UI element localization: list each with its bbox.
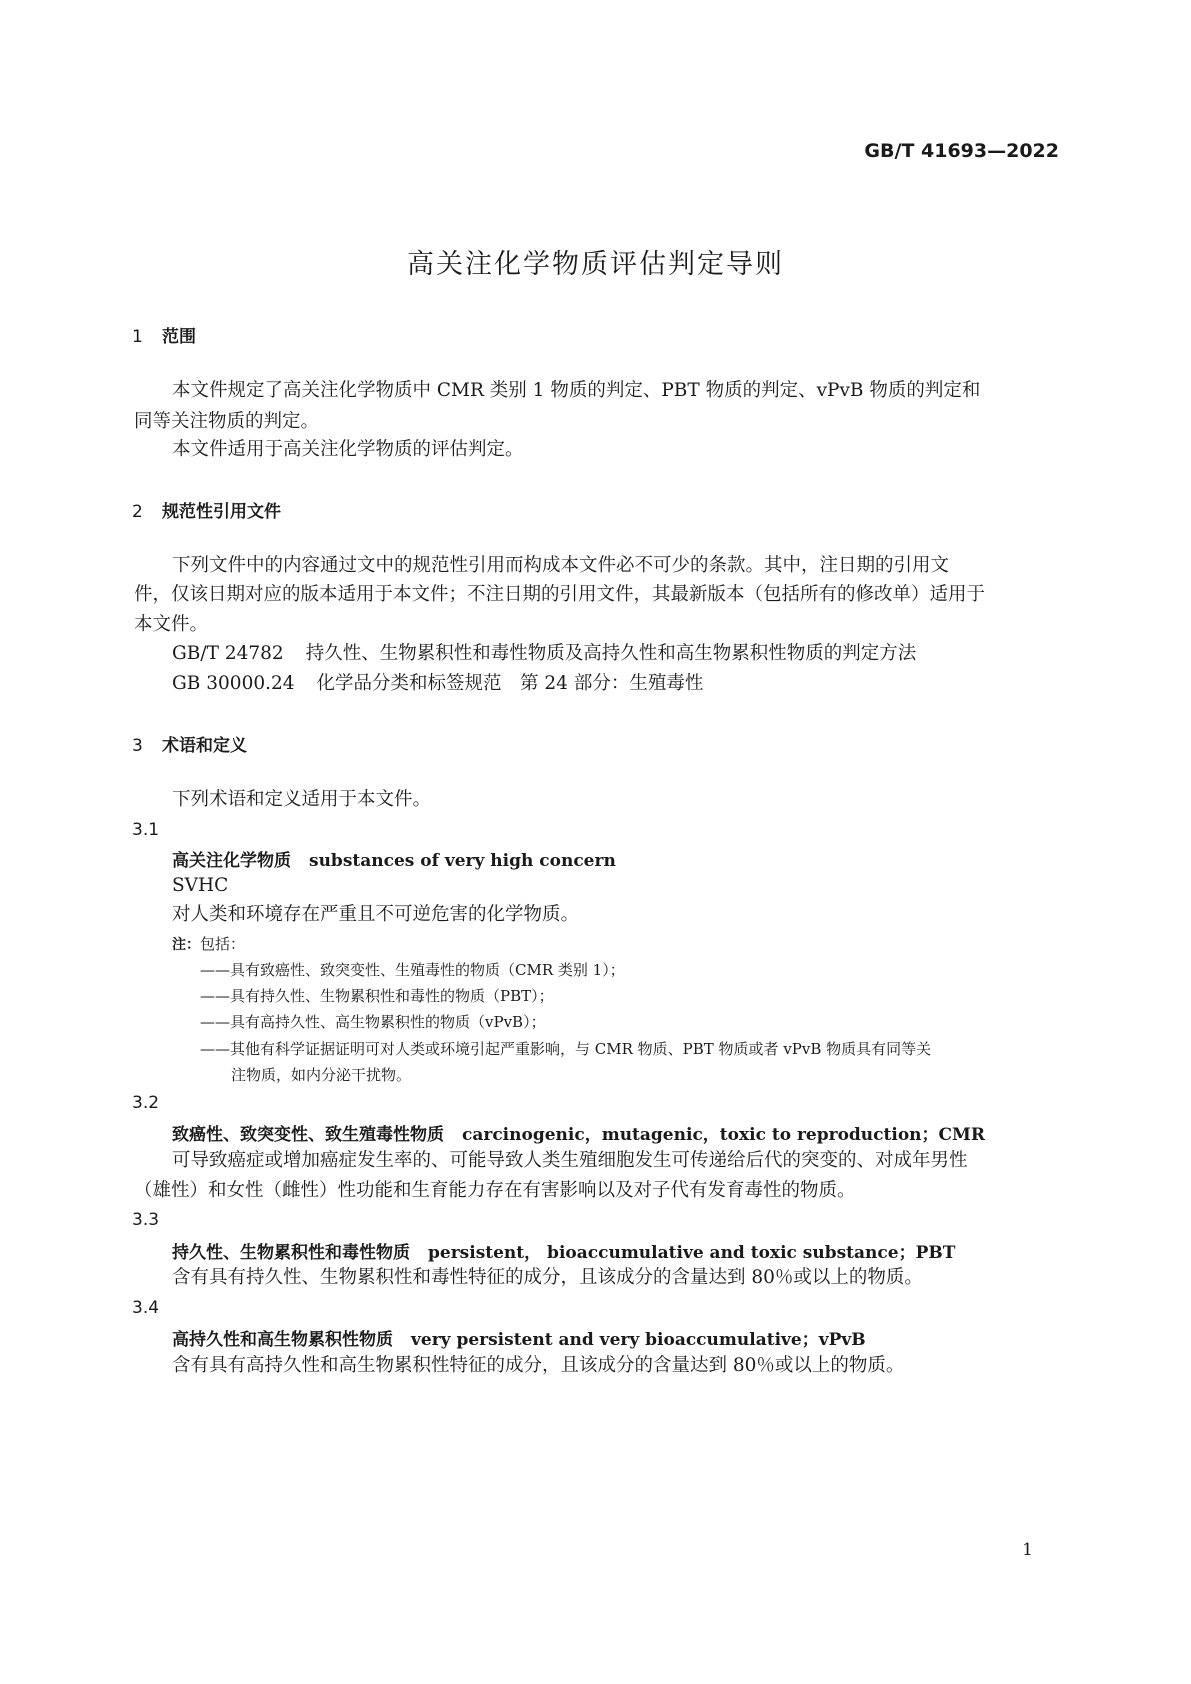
note-list-item-continuation: 注物质，如内分泌干扰物。 [231, 1066, 412, 1084]
term-definition-line-1: 可导致癌症或增加癌症发生率的、可能导致人类生殖细胞发生可传递给后代的突变的、对成年男性 [172, 1150, 968, 1171]
section-2-paragraph-line-1: 下列文件中的内容通过文中的规范性引用而构成本文件必不可少的条款。其中，注日期的引用文 [172, 555, 950, 576]
term-definition: 含有具有高持久性和高生物累积性特征的成分，且该成分的含量达到 80％或以上的物质。 [172, 1355, 905, 1376]
section-2-paragraph-line-3: 本文件。 [134, 614, 209, 635]
section-3-intro: 下列术语和定义适用于本文件。 [172, 789, 432, 810]
term-heading [172, 1325, 866, 1350]
normative-reference [172, 638, 916, 669]
section-title: 范围 [162, 327, 196, 347]
section-1-heading [132, 322, 196, 347]
reference-code: GB/T 24782 [172, 643, 284, 664]
page-title: 高关注化学物质评估判定导则 [407, 249, 784, 280]
section-3-heading [132, 731, 247, 756]
normative-reference [172, 668, 703, 699]
term-chinese: 持久性、生物累积性和毒性物质 [172, 1243, 410, 1263]
note-list-item: ——具有持久性、生物累积性和毒性的物质（PBT）； [200, 987, 554, 1005]
section-number: 2 [132, 502, 143, 522]
term-english: carcinogenic，mutagenic，toxic to reproduction；CMR [462, 1125, 985, 1145]
section-number: 3 [132, 736, 143, 756]
section-title: 规范性引用文件 [162, 502, 281, 522]
reference-title: 持久性、生物累积性和毒性物质及高持久性和高生物累积性物质的判定方法 [305, 643, 917, 664]
section-1-paragraph-2: 本文件适用于高关注化学物质的评估判定。 [172, 439, 524, 460]
term-chinese: 高持久性和高生物累积性物质 [172, 1330, 393, 1350]
section-2-paragraph-line-2: 件，仅该日期对应的版本适用于本文件；不注日期的引用文件，其最新版本（包括所有的修改单）适用于 [134, 584, 986, 605]
term-definition: 含有具有持久性、生物累积性和毒性特征的成分，且该成分的含量达到 80％或以上的物质。 [172, 1267, 923, 1288]
term-number: 3.3 [132, 1210, 160, 1230]
note-list-item: ——具有高持久性、高生物累积性的物质（vPvB）； [200, 1013, 546, 1031]
note-list-item: ——其他有科学证据证明可对人类或环境引起严重影响，与 CMR 物质、PBT 物质或者 vPvB 物质具有同等关 [200, 1040, 932, 1058]
section-1-paragraph-1-line-2: 同等关注物质的判定。 [134, 411, 320, 432]
term-number: 3.2 [132, 1093, 160, 1113]
term-number: 3.4 [132, 1298, 160, 1318]
term-number: 3.1 [132, 820, 160, 840]
section-2-heading [132, 497, 281, 522]
term-heading [172, 846, 616, 871]
section-1-paragraph-1-line-1: 本文件规定了高关注化学物质中 CMR 类别 1 物质的判定、PBT 物质的判定、vPvB 物质的判定和 [172, 380, 981, 401]
section-title: 术语和定义 [162, 736, 247, 756]
note-list-item: ——具有致癌性、致突变性、生殖毒性的物质（CMR 类别 1）； [200, 961, 625, 979]
note-intro: 包括： [200, 935, 246, 953]
note-label: 注： [172, 937, 200, 953]
term-definition-line-2: （雄性）和女性（雌性）性功能和生育能力存在有害影响以及对子代有发育毒性的物质。 [134, 1180, 856, 1201]
term-chinese: 致癌性、致突变性、致生殖毒性物质 [172, 1125, 444, 1145]
term-english: substances of very high concern [309, 851, 616, 871]
reference-title: 化学品分类和标签规范 第 24 部分：生殖毒性 [316, 673, 704, 694]
term-heading [172, 1238, 955, 1263]
page-number: 1 [1022, 1540, 1033, 1560]
reference-code: GB 30000.24 [172, 673, 295, 694]
note [172, 933, 245, 954]
term-english: very persistent and very bioaccumulative；vPvB [411, 1330, 866, 1350]
document-id: GB/T 41693—2022 [864, 140, 1059, 162]
term-heading [172, 1120, 985, 1145]
term-english: persistent， bioaccumulative and toxic substance；PBT [428, 1243, 956, 1263]
term-abbreviation: SVHC [172, 875, 229, 896]
term-chinese: 高关注化学物质 [172, 851, 291, 871]
term-definition: 对人类和环境存在严重且不可逆危害的化学物质。 [172, 904, 580, 925]
section-number: 1 [132, 327, 143, 347]
